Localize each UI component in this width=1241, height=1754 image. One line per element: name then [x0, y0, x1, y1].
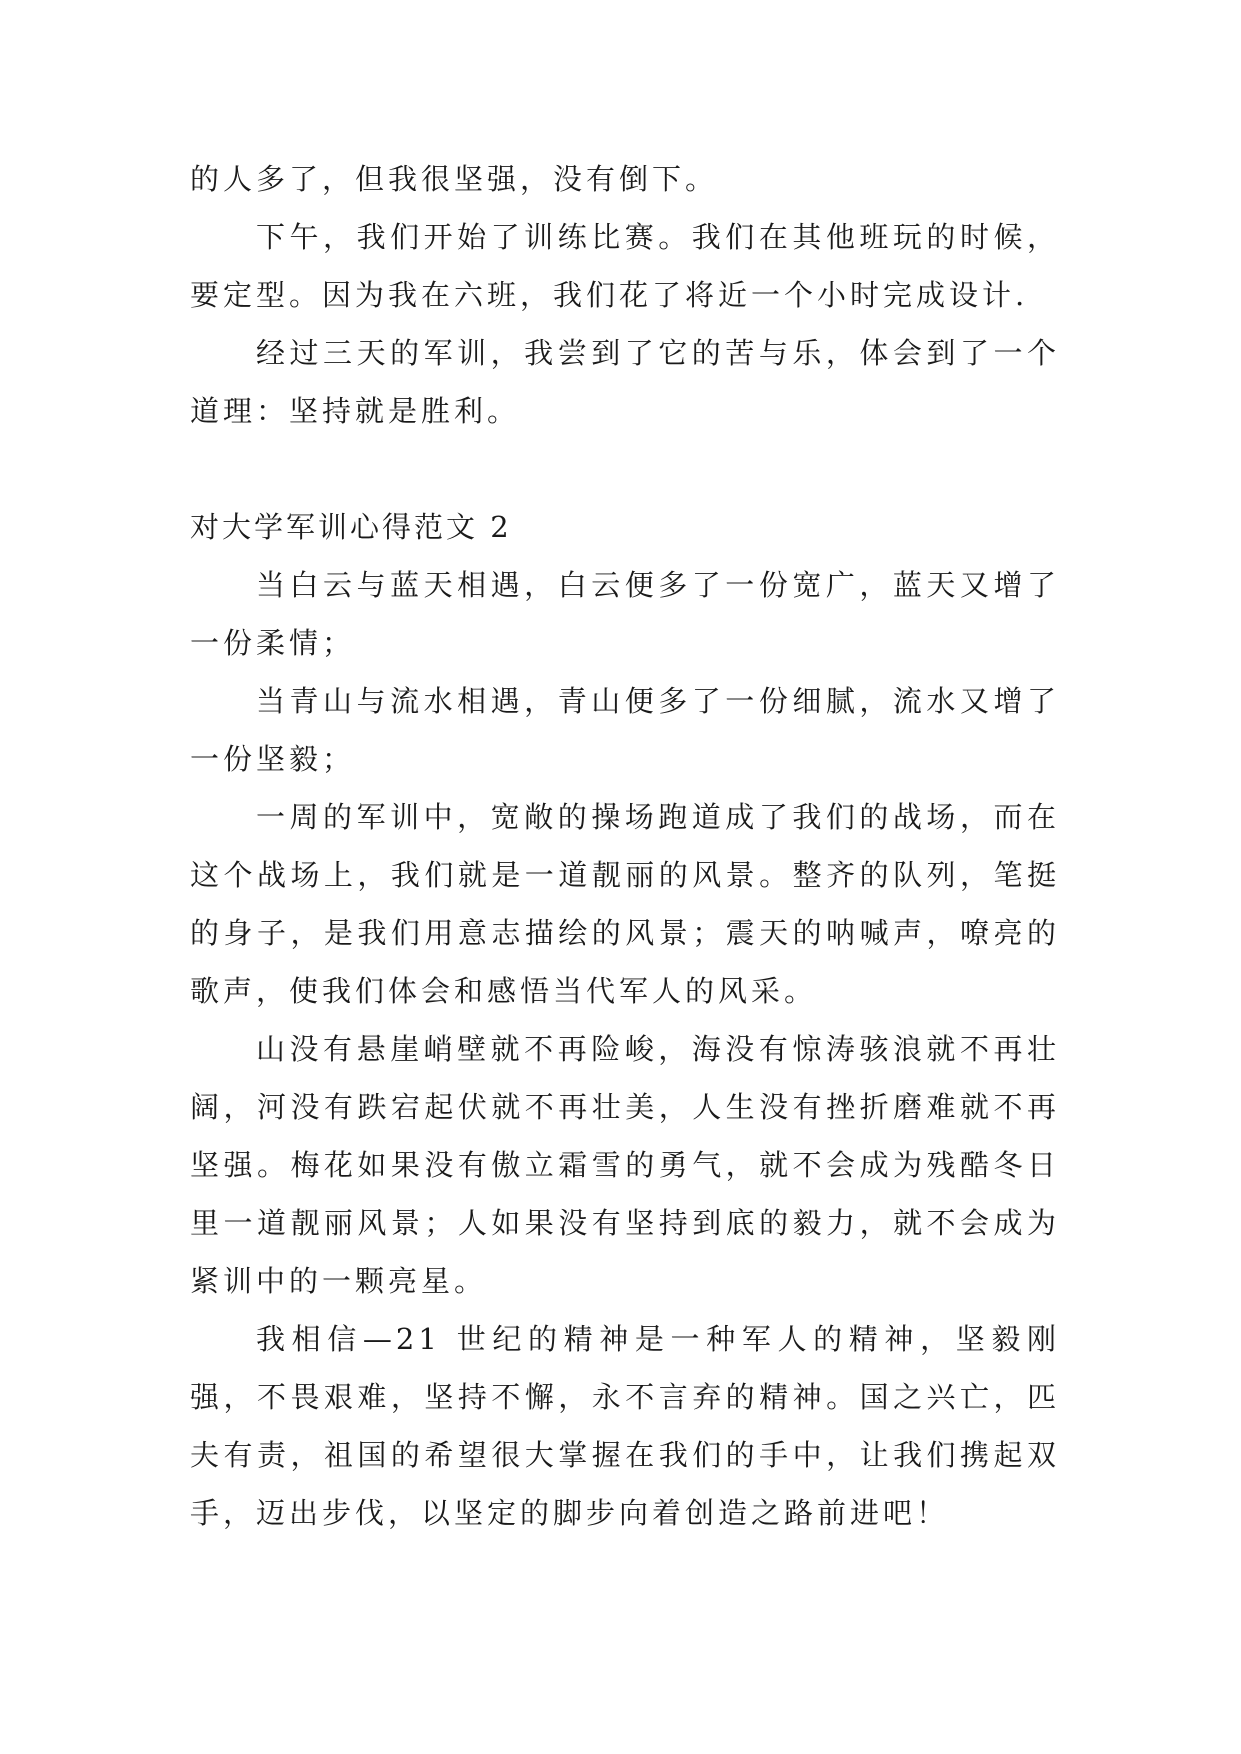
paragraph-training-field: 一周的军训中，宽敞的操场跑道成了我们的战场，而在这个战场上，我们就是一道靓丽的风景。整齐的队列，笔挺的身子，是我们用意志描绘的风景；震天的呐喊声，嘹亮的歌声，使我们体会和感悟当代军人的风采。 [190, 800, 1060, 1008]
paragraph-belief: 我相信—21 世纪的精神是一种军人的精神，坚毅刚强，不畏艰难，坚持不懈，永不言弃的精神。国之兴亡，匹夫有责，祖国的希望很大掌握在我们的手中，让我们携起双手，迈出步伐，以坚定的脚步向着创造之路前进吧！ [190, 1322, 1060, 1530]
paragraph-hardship: 山没有悬崖峭壁就不再险峻，海没有惊涛骇浪就不再壮阔，河没有跌宕起伏就不再壮美，人生没有挫折磨难就不再坚强。梅花如果没有傲立霜雪的勇气，就不会成为残酷冬日里一道靓丽风景；人如果没有坚持到底的毅力，就不会成为紧训中的一颗亮星。 [190, 1032, 1060, 1298]
section-title: 对大学军训心得范文 2 [190, 510, 512, 544]
continued-paragraph: 的人多了，但我很坚强，没有倒下。 [190, 162, 719, 196]
document-page [190, 150, 1060, 1542]
paragraph-clouds-sky: 当白云与蓝天相遇，白云便多了一份宽广，蓝天又增了一份柔情； [190, 568, 1060, 660]
paragraph-training-match: 下午，我们开始了训练比赛。我们在其他班玩的时候，要定型。因为我在六班，我们花了将近一个小时完成设计. [190, 220, 1060, 312]
paragraph-three-days: 经过三天的军训，我尝到了它的苦与乐，体会到了一个道理：坚持就是胜利。 [190, 336, 1060, 428]
paragraph-mountain-water: 当青山与流水相遇，青山便多了一份细腻，流水又增了一份坚毅； [190, 684, 1060, 776]
